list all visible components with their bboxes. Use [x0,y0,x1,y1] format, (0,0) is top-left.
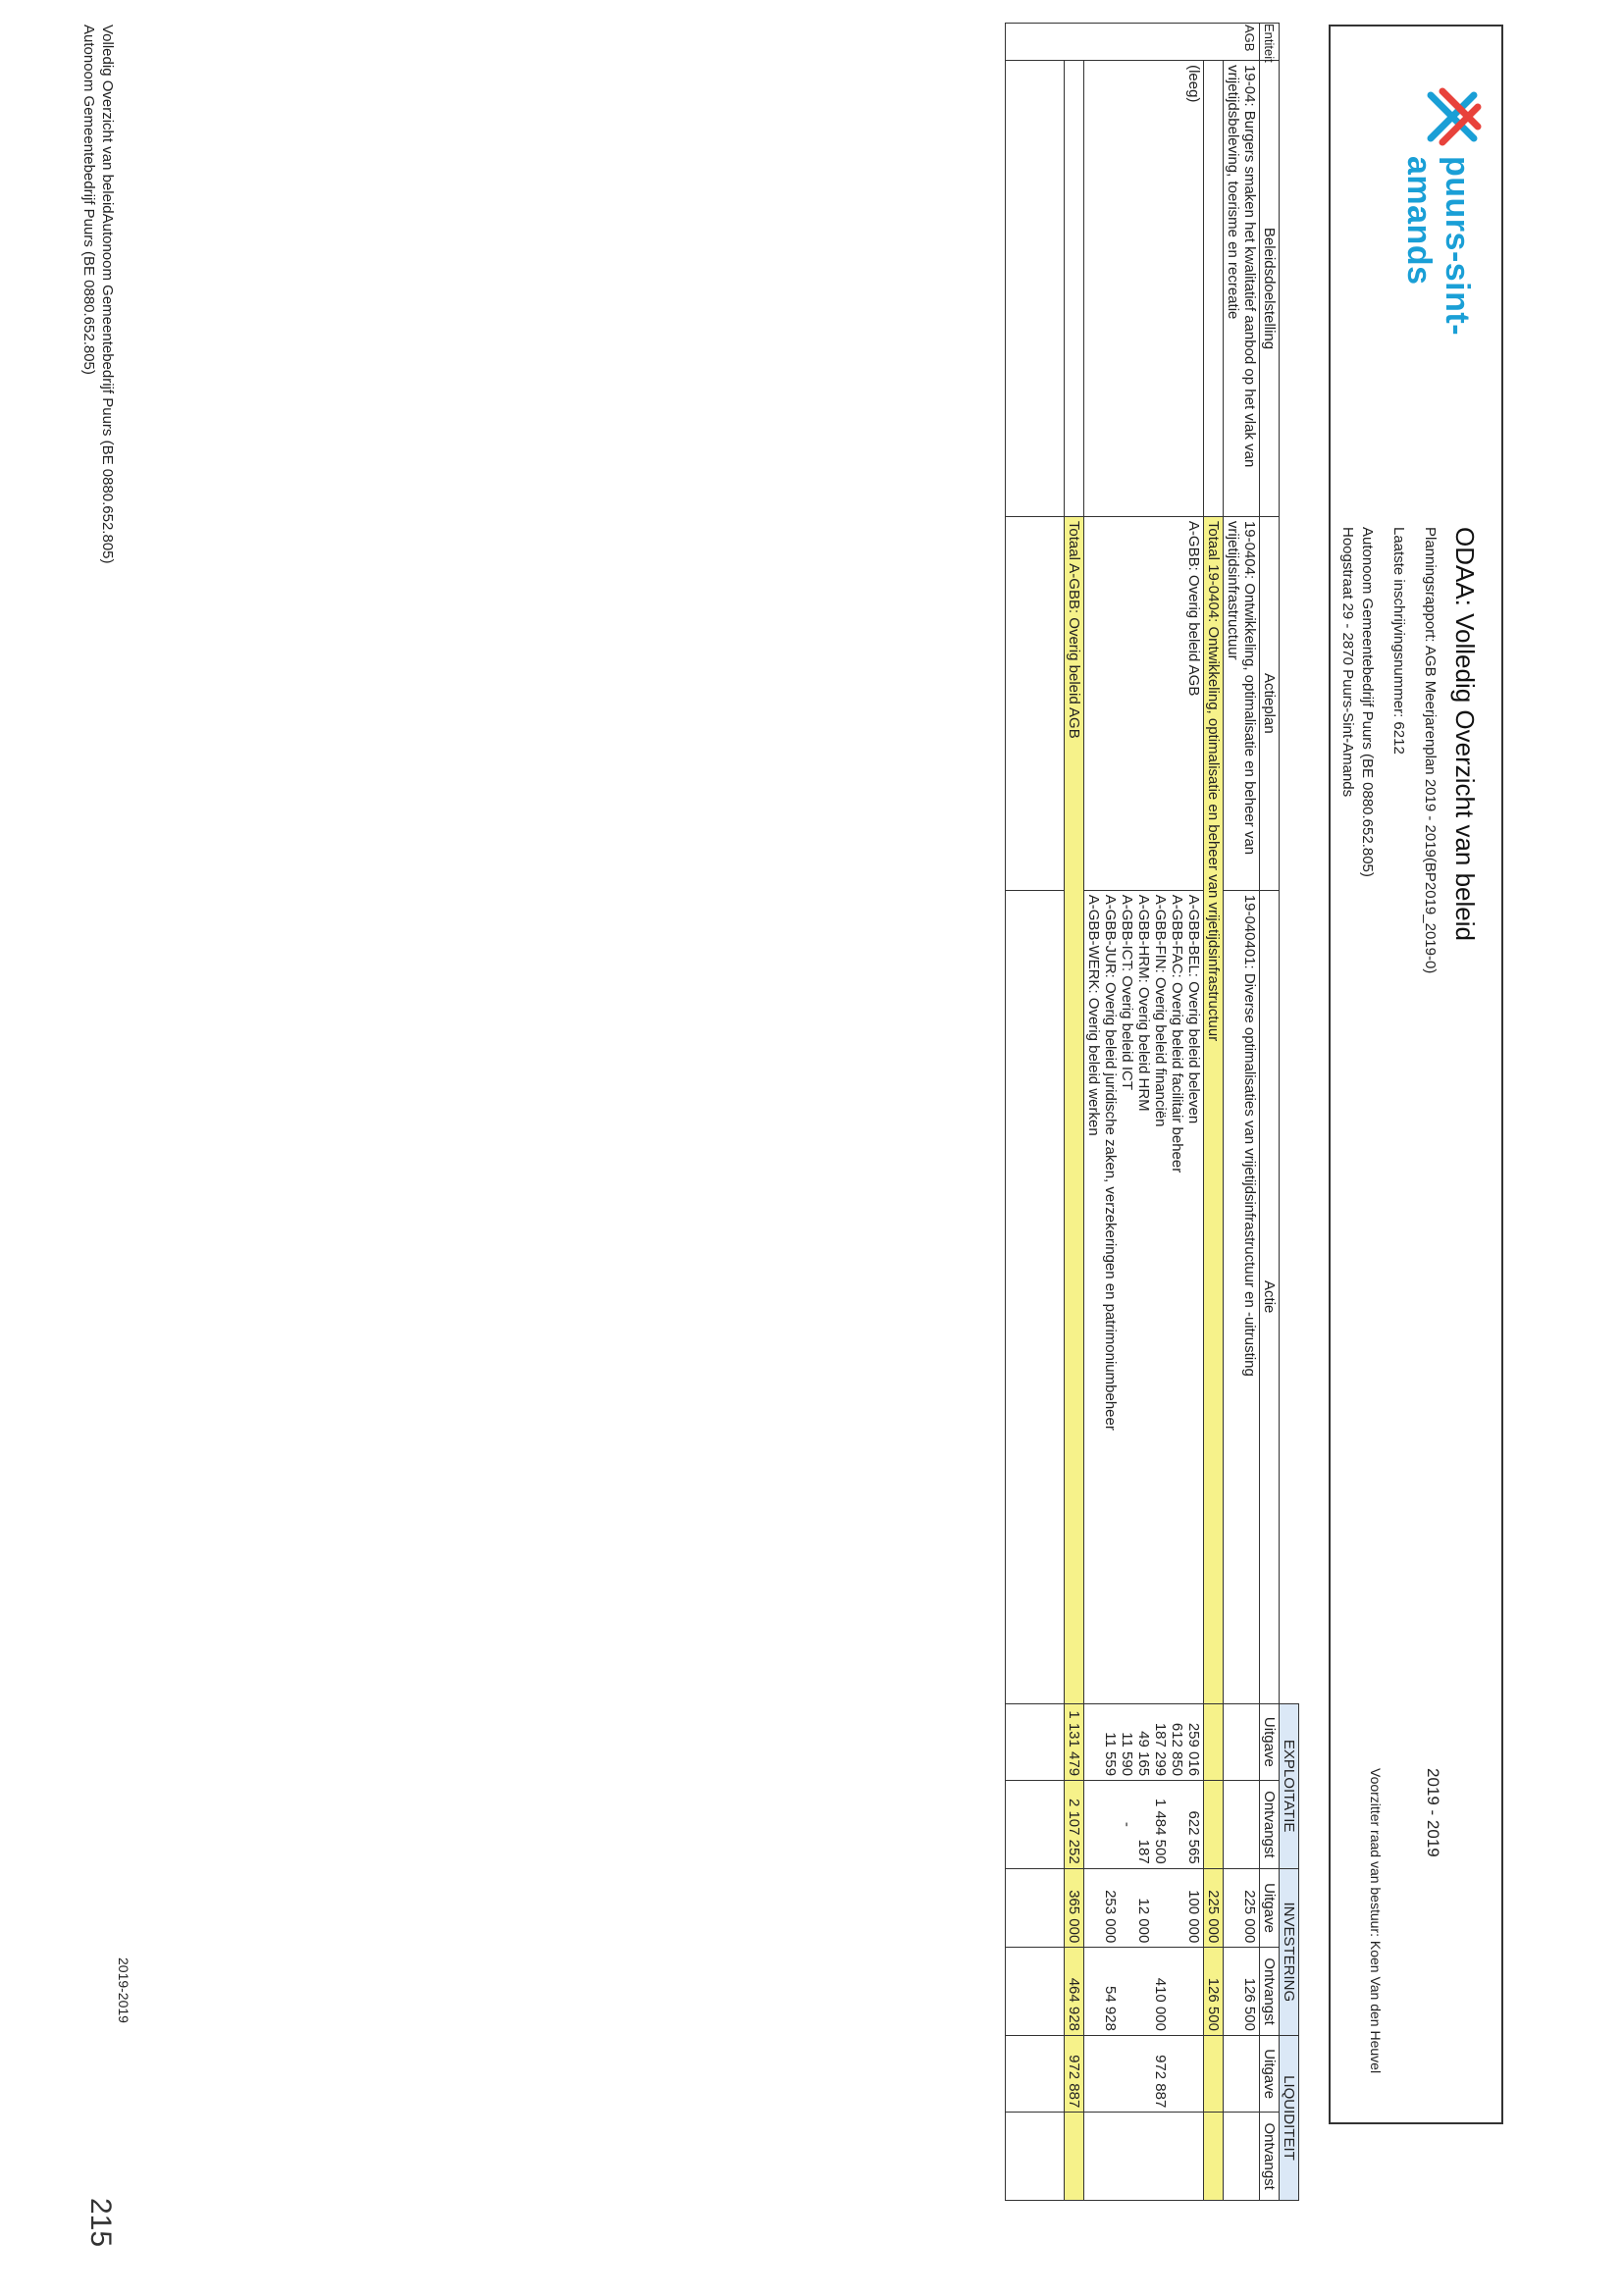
value [1085,1708,1102,1776]
total-inv-uit: 365 000 [1065,1868,1084,1948]
total-label: Totaal A-GBB: Overig beleid AGB [1065,516,1084,1703]
value [1185,2040,1202,2108]
group-exploitatie: EXPLOITATIE [1280,1703,1299,1868]
total-row [1204,24,1224,2201]
doelstelling-cell: 19-04: Burgers smaken het kwalitatief aanbod op het vlak van vrijetijdsbeleving, toerisme en recreatie [1224,61,1260,517]
liq-uit-cell [1224,2035,1260,2112]
value: 972 887 [1152,2055,1169,2109]
value [1085,1952,1102,2031]
empty-cell [1006,516,1065,890]
total-expl-uit [1204,1703,1224,1780]
expl-ont-cell [1084,1781,1204,1869]
total-expl-uit: 1 131 479 [1065,1703,1084,1780]
total-liq-uit: 972 887 [1065,2035,1084,2112]
value: 410 000 [1152,1977,1169,2031]
table-row [1006,24,1065,2201]
table-row [1084,24,1204,2201]
value: 259 016 [1185,1722,1202,1777]
actieplan-cell: A-GBB: Overig beleid AGB [1084,516,1204,890]
col-beleidsdoelstelling: Beleidsdoelstelling [1260,61,1280,517]
list-item: A-GBB-FAC: Overig beleid facilitair beheer [1169,894,1185,1174]
header-line-report: Planningsrapport: AGB Meerjarenplan 2019 - 2019(BP2019_2019-0) [1422,527,1439,974]
header-line-entity: Autonoom Gemeentebedrijf Puurs (BE 0880.652.805) [1359,527,1376,877]
expl-uit-cell [1224,1703,1260,1780]
empty-cell [1006,1781,1065,1869]
value [1085,2040,1102,2108]
doelstelling-leeg-cell: (leeg) [1084,61,1204,517]
col-expl-uitgave: Uitgave [1260,1703,1280,1780]
expl-uit-cell [1084,1703,1204,1780]
inv-uit-cell [1084,1868,1204,1948]
header-line-address: Hoogstraat 29 - 2870 Puurs-Sint-Amands [1339,527,1356,798]
total-inv-uit: 225 000 [1204,1868,1224,1948]
total-row [1065,24,1084,2201]
total-liq-uit [1204,2035,1224,2112]
value [1169,1873,1185,1944]
value [1119,2040,1135,2108]
inv-uit-cell: 225 000 [1224,1868,1260,1948]
actieplan-cell: 19-0404: Ontwikkeling, optimalisatie en beheer van vrijetijdsinfrastructuur [1224,516,1260,890]
group-header-row [1280,24,1299,2201]
value [1169,2040,1185,2108]
entity-cell: AGB [1006,24,1260,61]
value [1085,1785,1102,1864]
acties-cell [1084,890,1204,1703]
value: 1 484 500 [1152,1798,1169,1864]
value [1085,1873,1102,1944]
total-liq-ont [1065,2113,1084,2201]
inv-ont-cell [1084,1948,1204,2036]
empty-cell [1204,61,1224,517]
footer-date: 2019-2019 [116,1957,131,2023]
header-line-inschrijving: Laatste inschrijvingsnummer: 6212 [1390,527,1407,755]
value [1169,1785,1185,1864]
column-header-row [1260,24,1280,2201]
list-item: A-GBB-HRM: Overig beleid HRM [1135,894,1152,1112]
empty-cell [1006,1868,1065,1948]
value: 100 000 [1185,1890,1202,1944]
puurs-logo-icon [1421,85,1484,148]
table-row [1224,24,1260,2201]
list-item: A-GBB-ICT: Overig beleid ICT [1119,894,1135,1090]
empty-cell [1006,1948,1065,2036]
value: 187 [1135,1839,1152,1864]
value [1119,1952,1135,2031]
col-actieplan: Actieplan [1260,516,1280,890]
liq-uit-cell [1084,2035,1204,2112]
value [1119,1873,1135,1944]
value: 49 165 [1135,1731,1152,1777]
footer-line-1: Volledig Overzicht van beleidAutonoom Gemeentebedrijf Puurs (BE 0880.652.805) [99,25,116,564]
col-inv-ontvangst: Ontvangst [1260,1948,1280,2036]
list-item: A-GBB-FIN: Overig beleid financiën [1152,894,1169,1127]
list-item: A-GBB-JUR: Overig beleid juridische zaken, verzekeringen en patrimoniumbeheer [1102,894,1119,1431]
value [1135,2040,1152,2108]
value: 12 000 [1135,1898,1152,1944]
value: 622 565 [1185,1810,1202,1864]
page-number: 215 [84,2198,117,2248]
list-item: A-GBB-BEL: Overig beleid beleven [1185,894,1202,1124]
actie-cell: 19-040401: Diverse optimalisaties van vrijetijdsinfrastructuur en -uitrusting [1224,890,1260,1703]
empty-cell [1006,2113,1065,2201]
col-actie: Actie [1260,890,1280,1703]
value: 11 590 [1119,1732,1135,1777]
footer [79,25,117,564]
report-header [1329,25,1503,2124]
logo [1400,85,1484,458]
total-label: Totaal 19-0404: Ontwikkeling, optimalisatie en beheer van vrijetijdsinfrastructuur [1204,516,1224,1703]
page-title: ODAA: Volledig Overzicht van beleid [1450,527,1480,941]
empty-cell [1006,890,1065,1703]
footer-line-2: Autonoom Gemeentebedrijf Puurs (BE 0880.652.805) [80,25,97,375]
value [1102,2040,1119,2108]
empty-cell [1006,2035,1065,2112]
value [1185,1952,1202,2031]
value: 11 559 [1102,1732,1119,1777]
chair-name: Voorzitter raad van bestuur: Koen Van den Heuvel [1368,1768,1384,2074]
value: 612 850 [1169,1722,1185,1777]
value [1169,1952,1185,2031]
group-liquiditeit: LIQUIDITEIT [1280,2035,1299,2200]
logo-text: puurs-sint-amands [1400,156,1476,337]
value: 54 928 [1102,1986,1119,2031]
group-investering: INVESTERING [1280,1868,1299,2035]
empty-cell [1006,1703,1065,1780]
policy-table [1005,23,1299,2201]
list-item: A-GBB-WERK: Overig beleid werken [1085,894,1102,1136]
value: 253 000 [1102,1890,1119,1944]
total-inv-ont: 464 928 [1065,1948,1084,2036]
total-inv-ont: 126 500 [1204,1948,1224,2036]
empty-cell [1065,61,1084,517]
col-liq-uitgave: Uitgave [1260,2035,1280,2112]
inv-ont-cell: 126 500 [1224,1948,1260,2036]
total-liq-ont [1204,2113,1224,2201]
liq-ont-cell [1084,2113,1204,2201]
value [1102,1785,1119,1864]
col-liq-ontvangst: Ontvangst [1260,2113,1280,2201]
report-period: 2019 - 2019 [1424,1768,1442,1857]
value [1135,1952,1152,2031]
empty-cell [1006,61,1065,517]
total-expl-ont: 2 107 252 [1065,1781,1084,1869]
expl-ont-cell [1224,1781,1260,1869]
col-entiteit: Entiteit [1260,24,1280,61]
value: 187 299 [1152,1722,1169,1777]
value: - [1119,1821,1135,1827]
total-expl-ont [1204,1781,1224,1869]
value [1152,1873,1169,1944]
liq-ont-cell [1224,2113,1260,2201]
col-expl-ontvangst: Ontvangst [1260,1781,1280,1869]
col-inv-uitgave: Uitgave [1260,1868,1280,1948]
